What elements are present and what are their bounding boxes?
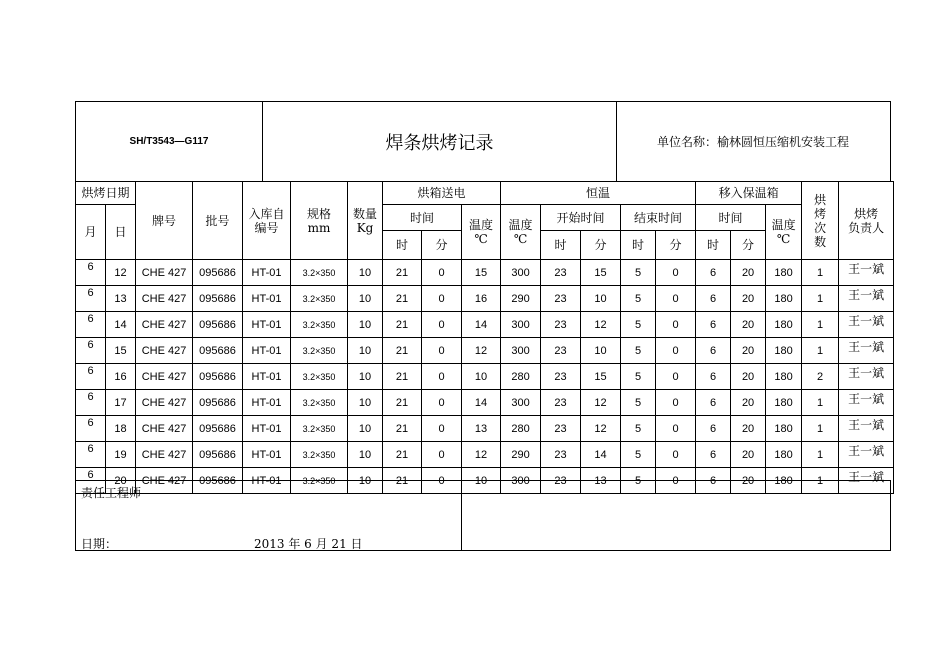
month-cell: 6 (76, 286, 106, 312)
hold-temp-cell: 300 (501, 312, 541, 338)
count-cell: 1 (802, 286, 839, 312)
end-hour-cell: 5 (621, 468, 656, 494)
oven-temp-line2: ℃ (474, 232, 488, 246)
spec-cell: 3.2×350 (291, 390, 348, 416)
move-temp-line2: ℃ (776, 232, 791, 246)
signature-cell (76, 481, 462, 551)
person-cell: 王一斌 (839, 442, 894, 468)
move-minute-cell: 20 (731, 338, 766, 364)
table-row (76, 260, 894, 286)
end-hour-cell: 5 (621, 286, 656, 312)
oven-hour-cell: 21 (383, 468, 422, 494)
oven-hour-cell: 21 (383, 286, 422, 312)
move-temp-cell: 180 (766, 390, 802, 416)
move-hour-cell: 6 (696, 416, 731, 442)
start-minute-cell: 15 (581, 260, 621, 286)
move-temp-cell: 180 (766, 468, 802, 494)
stock-no-cell: HT-01 (243, 312, 291, 338)
brand-cell: CHE 427 (136, 338, 193, 364)
end-minute-cell: 0 (656, 468, 696, 494)
qty-line1: 数量 (353, 206, 378, 221)
spec-cell: 3.2×350 (291, 312, 348, 338)
person-cell: 王一斌 (839, 364, 894, 390)
move-minute-cell: 20 (731, 312, 766, 338)
move-minute-cell: 20 (731, 260, 766, 286)
start-minute-cell: 10 (581, 338, 621, 364)
hold-temp-cell: 280 (501, 416, 541, 442)
count-cell: 1 (802, 416, 839, 442)
brand-cell: CHE 427 (136, 364, 193, 390)
oven-temp-line1: 温度 (469, 218, 494, 232)
start-hour-cell: 23 (541, 364, 581, 390)
stock-no-cell: HT-01 (243, 416, 291, 442)
day-cell: 15 (106, 338, 136, 364)
engineer-label: 责任工程师 (81, 486, 142, 500)
hold-temp-cell: 290 (501, 286, 541, 312)
batch-cell: 095686 (193, 338, 243, 364)
spec-cell: 3.2×350 (291, 338, 348, 364)
brand-cell: CHE 427 (136, 442, 193, 468)
hold-temp-header (501, 205, 541, 260)
start-hour-cell: 23 (541, 468, 581, 494)
batch-cell: 095686 (193, 468, 243, 494)
month-cell: 6 (76, 312, 106, 338)
start-hour-cell: 23 (541, 416, 581, 442)
spec-cell: 3.2×350 (291, 364, 348, 390)
count-cell: 1 (802, 312, 839, 338)
move-minute-cell: 20 (731, 442, 766, 468)
start-hour-cell: 23 (541, 286, 581, 312)
count-c2: 烤 (814, 206, 827, 221)
count-c3: 次 (814, 220, 827, 235)
qty-cell: 10 (348, 312, 383, 338)
hold-temp-cell: 300 (501, 338, 541, 364)
count-c4: 数 (814, 234, 827, 249)
person-cell: 王一斌 (839, 416, 894, 442)
spec-header (291, 182, 348, 260)
start-hour-cell: 23 (541, 338, 581, 364)
count-cell: 1 (802, 442, 839, 468)
count-cell: 1 (802, 338, 839, 364)
start-minute-cell: 14 (581, 442, 621, 468)
person-header (839, 182, 894, 260)
oven-minute-header: 分 (422, 231, 462, 260)
brand-cell: CHE 427 (136, 416, 193, 442)
brand-header: 牌号 (136, 182, 193, 260)
end-hour-cell: 5 (621, 390, 656, 416)
table-row (76, 364, 894, 390)
standard-code: SH/T3543—G117 (76, 102, 263, 182)
move-temp-cell: 180 (766, 286, 802, 312)
move-hour-cell: 6 (696, 312, 731, 338)
hold-temp-line1: 温度 (508, 218, 533, 232)
move-minute-cell: 20 (731, 286, 766, 312)
day-cell: 14 (106, 312, 136, 338)
batch-cell: 095686 (193, 286, 243, 312)
month-header: 月 (76, 205, 106, 260)
oven-temp-cell: 14 (462, 312, 501, 338)
qty-cell: 10 (348, 390, 383, 416)
date-group-header: 烘烤日期 (76, 182, 136, 205)
oven-group-header: 烘箱送电 (383, 182, 501, 205)
person-cell: 王一斌 (839, 390, 894, 416)
oven-minute-cell: 0 (422, 442, 462, 468)
day-cell: 13 (106, 286, 136, 312)
move-hour-cell: 6 (696, 260, 731, 286)
move-temp-cell: 180 (766, 442, 802, 468)
start-minute-cell: 13 (581, 468, 621, 494)
spec-cell: 3.2×350 (291, 260, 348, 286)
month-cell: 6 (76, 468, 106, 494)
hold-group-header: 恒温 (501, 182, 696, 205)
qty-line2: Kg (356, 220, 374, 235)
date-value: 2013 年 6 月 21 日 (254, 537, 363, 551)
qty-cell: 10 (348, 286, 383, 312)
table-row (76, 442, 894, 468)
end-hour-cell: 5 (621, 364, 656, 390)
oven-temp-cell: 12 (462, 442, 501, 468)
hold-temp-cell: 300 (501, 390, 541, 416)
move-hour-cell: 6 (696, 364, 731, 390)
day-header: 日 (106, 205, 136, 260)
end-minute-cell: 0 (656, 338, 696, 364)
stock-no-cell: HT-01 (243, 390, 291, 416)
hold-temp-cell: 300 (501, 260, 541, 286)
oven-hour-cell: 21 (383, 312, 422, 338)
person-line2: 负责人 (848, 220, 885, 235)
spec-cell: 3.2×350 (291, 442, 348, 468)
move-hour-cell: 6 (696, 390, 731, 416)
end-minute-cell: 0 (656, 442, 696, 468)
table-row (76, 312, 894, 338)
day-cell: 17 (106, 390, 136, 416)
count-c1: 烘 (814, 192, 827, 207)
oven-minute-cell: 0 (422, 338, 462, 364)
batch-cell: 095686 (193, 416, 243, 442)
end-minute-cell: 0 (656, 364, 696, 390)
oven-time-header: 时间 (383, 205, 462, 231)
start-minute-cell: 12 (581, 390, 621, 416)
hold-temp-cell: 290 (501, 442, 541, 468)
move-minute-cell: 20 (731, 416, 766, 442)
start-hour-cell: 23 (541, 312, 581, 338)
stock-no-header (243, 182, 291, 260)
move-minute-cell: 20 (731, 364, 766, 390)
brand-cell: CHE 427 (136, 286, 193, 312)
move-temp-cell: 180 (766, 416, 802, 442)
count-cell: 1 (802, 390, 839, 416)
oven-temp-cell: 16 (462, 286, 501, 312)
move-time-header: 时间 (696, 205, 766, 231)
person-cell: 王一斌 (839, 286, 894, 312)
baking-table (75, 181, 894, 494)
form-footer (75, 480, 891, 551)
hold-temp-line2: ℃ (513, 232, 528, 246)
stock-no-cell: HT-01 (243, 260, 291, 286)
move-temp-line1: 温度 (771, 218, 796, 232)
end-minute-cell: 0 (656, 312, 696, 338)
stock-no-cell: HT-01 (243, 286, 291, 312)
move-temp-cell: 180 (766, 260, 802, 286)
month-cell: 6 (76, 338, 106, 364)
brand-cell: CHE 427 (136, 468, 193, 494)
qty-cell: 10 (348, 364, 383, 390)
month-cell: 6 (76, 364, 106, 390)
person-cell: 王一斌 (839, 468, 894, 494)
stock-no-line1: 入库自 (248, 206, 285, 221)
move-hour-cell: 6 (696, 468, 731, 494)
day-cell: 18 (106, 416, 136, 442)
qty-cell: 10 (348, 416, 383, 442)
day-cell: 19 (106, 442, 136, 468)
unit-name: 单位名称：榆林圆恒压缩机安装工程 (617, 102, 891, 182)
move-hour-cell: 6 (696, 338, 731, 364)
stock-no-cell: HT-01 (243, 442, 291, 468)
start-hour-cell: 23 (541, 390, 581, 416)
brand-cell: CHE 427 (136, 312, 193, 338)
end-hour-header: 时 (621, 231, 656, 260)
move-temp-header (766, 205, 802, 260)
end-minute-header: 分 (656, 231, 696, 260)
end-minute-cell: 0 (656, 390, 696, 416)
header-row-1 (76, 182, 894, 205)
month-cell: 6 (76, 442, 106, 468)
end-minute-cell: 0 (656, 260, 696, 286)
count-header (802, 182, 839, 260)
batch-cell: 095686 (193, 364, 243, 390)
hold-temp-cell: 280 (501, 364, 541, 390)
person-cell: 王一斌 (839, 338, 894, 364)
day-cell: 16 (106, 364, 136, 390)
start-hour-cell: 23 (541, 260, 581, 286)
oven-hour-cell: 21 (383, 260, 422, 286)
oven-minute-cell: 0 (422, 468, 462, 494)
qty-cell: 10 (348, 260, 383, 286)
day-cell: 20 (106, 468, 136, 494)
oven-temp-cell: 14 (462, 390, 501, 416)
oven-minute-cell: 0 (422, 312, 462, 338)
qty-cell: 10 (348, 468, 383, 494)
oven-hour-cell: 21 (383, 390, 422, 416)
start-minute-cell: 12 (581, 312, 621, 338)
count-cell: 1 (802, 260, 839, 286)
stock-no-line2: 编号 (254, 220, 279, 235)
start-hour-cell: 23 (541, 442, 581, 468)
move-hour-header: 时 (696, 231, 731, 260)
start-minute-cell: 12 (581, 416, 621, 442)
table-row (76, 390, 894, 416)
oven-minute-cell: 0 (422, 260, 462, 286)
oven-minute-cell: 0 (422, 416, 462, 442)
remarks-cell (462, 481, 891, 551)
start-minute-header: 分 (581, 231, 621, 260)
oven-minute-cell: 0 (422, 364, 462, 390)
stock-no-cell: HT-01 (243, 468, 291, 494)
batch-header: 批号 (193, 182, 243, 260)
move-temp-cell: 180 (766, 312, 802, 338)
oven-hour-cell: 21 (383, 416, 422, 442)
day-cell: 12 (106, 260, 136, 286)
move-hour-cell: 6 (696, 442, 731, 468)
end-hour-cell: 5 (621, 312, 656, 338)
end-hour-cell: 5 (621, 260, 656, 286)
move-group-header: 移入保温箱 (696, 182, 802, 205)
spec-cell: 3.2×350 (291, 468, 348, 494)
oven-minute-cell: 0 (422, 390, 462, 416)
start-minute-cell: 15 (581, 364, 621, 390)
batch-cell: 095686 (193, 312, 243, 338)
qty-header (348, 182, 383, 260)
start-minute-cell: 10 (581, 286, 621, 312)
table-row (76, 286, 894, 312)
table-row (76, 338, 894, 364)
end-time-header: 结束时间 (621, 205, 696, 231)
stock-no-cell: HT-01 (243, 338, 291, 364)
batch-cell: 095686 (193, 442, 243, 468)
batch-cell: 095686 (193, 390, 243, 416)
end-minute-cell: 0 (656, 416, 696, 442)
form-title: 焊条烘烤记录 (263, 102, 617, 182)
oven-temp-cell: 13 (462, 416, 501, 442)
count-cell: 1 (802, 468, 839, 494)
spec-cell: 3.2×350 (291, 416, 348, 442)
hold-temp-cell: 300 (501, 468, 541, 494)
month-cell: 6 (76, 416, 106, 442)
move-hour-cell: 6 (696, 286, 731, 312)
oven-minute-cell: 0 (422, 286, 462, 312)
spec-cell: 3.2×350 (291, 286, 348, 312)
start-hour-header: 时 (541, 231, 581, 260)
qty-cell: 10 (348, 442, 383, 468)
oven-temp-cell: 10 (462, 364, 501, 390)
end-minute-cell: 0 (656, 286, 696, 312)
month-cell: 6 (76, 260, 106, 286)
oven-hour-cell: 21 (383, 338, 422, 364)
oven-temp-cell: 10 (462, 468, 501, 494)
end-hour-cell: 5 (621, 338, 656, 364)
stock-no-cell: HT-01 (243, 364, 291, 390)
qty-cell: 10 (348, 338, 383, 364)
brand-cell: CHE 427 (136, 260, 193, 286)
oven-temp-cell: 15 (462, 260, 501, 286)
oven-hour-header: 时 (383, 231, 422, 260)
brand-cell: CHE 427 (136, 390, 193, 416)
batch-cell: 095686 (193, 260, 243, 286)
spec-line2: mm (307, 220, 331, 235)
oven-hour-cell: 21 (383, 442, 422, 468)
move-temp-cell: 180 (766, 338, 802, 364)
date-label: 日期： (81, 537, 118, 551)
move-temp-cell: 180 (766, 364, 802, 390)
start-time-header: 开始时间 (541, 205, 621, 231)
person-cell: 王一斌 (839, 260, 894, 286)
person-line1: 烘烤 (854, 206, 879, 221)
oven-temp-header (462, 205, 501, 260)
person-cell: 王一斌 (839, 312, 894, 338)
count-cell: 2 (802, 364, 839, 390)
oven-temp-cell: 12 (462, 338, 501, 364)
move-minute-cell: 20 (731, 468, 766, 494)
spec-line1: 规格 (307, 206, 332, 221)
oven-hour-cell: 21 (383, 364, 422, 390)
month-cell: 6 (76, 390, 106, 416)
move-minute-cell: 20 (731, 390, 766, 416)
end-hour-cell: 5 (621, 442, 656, 468)
table-row (76, 416, 894, 442)
form-header (75, 101, 891, 182)
end-hour-cell: 5 (621, 416, 656, 442)
move-minute-header: 分 (731, 231, 766, 260)
